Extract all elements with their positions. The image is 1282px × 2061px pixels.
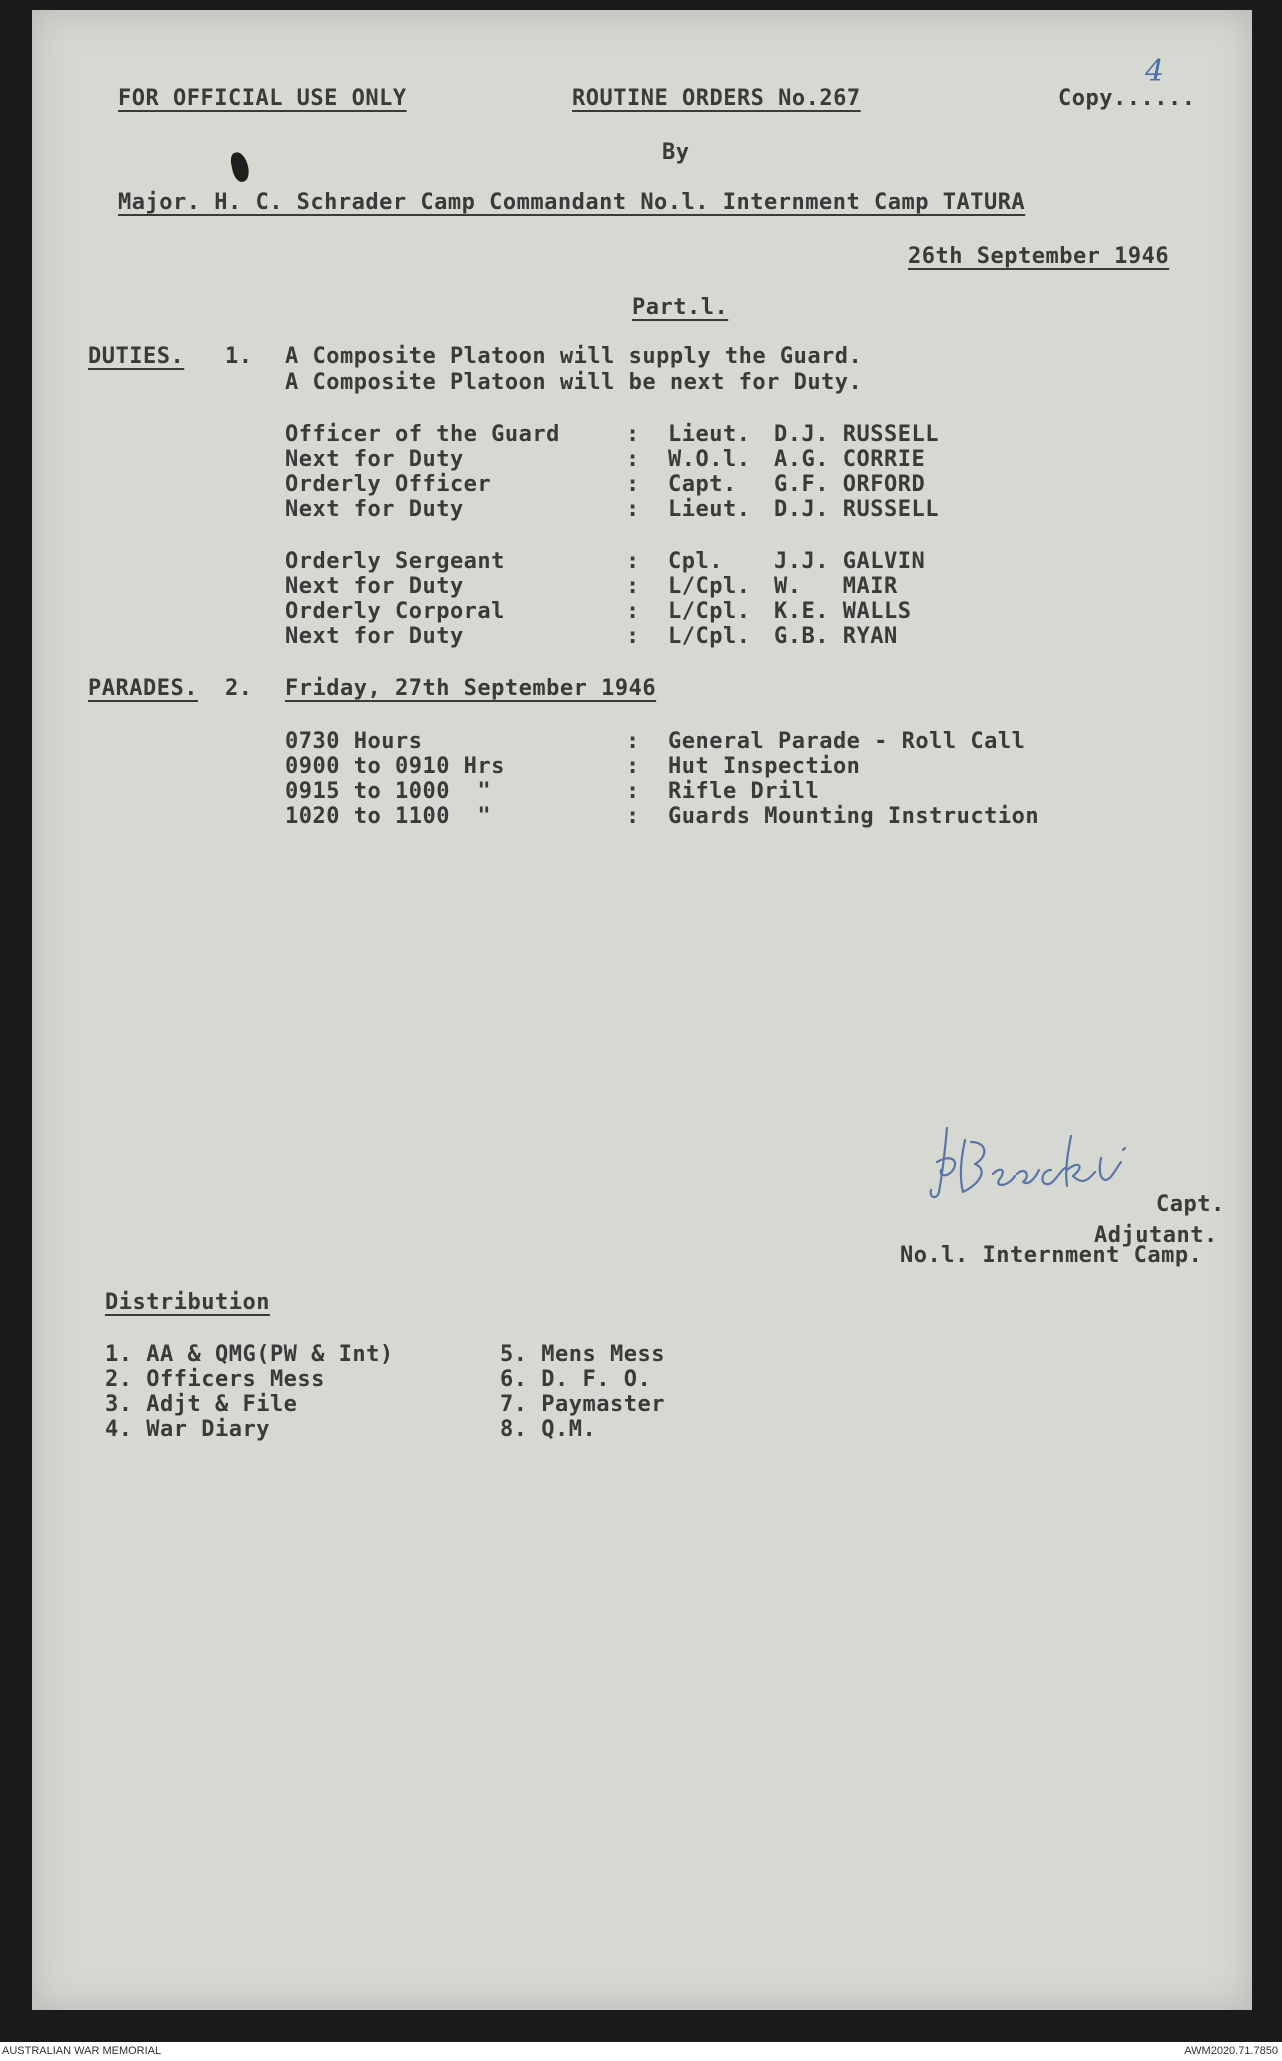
distribution-item: 2. Officers Mess — [105, 1367, 325, 1392]
duties-number: 1. — [225, 344, 253, 369]
copy-label: Copy...... — [1058, 86, 1196, 111]
duty-role: Next for Duty — [285, 447, 464, 472]
distribution-item: 5. Mens Mess — [500, 1342, 665, 1367]
handwritten-signature — [925, 1100, 1195, 1210]
duty-separator: : — [626, 497, 640, 522]
archive-name: AUSTRALIAN WAR MEMORIAL — [2, 2045, 162, 2057]
signatory-unit: No.l. Internment Camp. — [900, 1243, 1203, 1268]
parade-separator: : — [626, 804, 640, 829]
classification-label: FOR OFFICIAL USE ONLY — [118, 86, 407, 111]
duty-name: G.B. RYAN — [774, 624, 898, 649]
duty-name: D.J. RUSSELL — [774, 422, 939, 447]
archive-footer — [0, 2042, 1282, 2061]
parade-activity: General Parade - Roll Call — [668, 729, 1026, 754]
parade-time: 0900 to 0910 Hrs — [285, 754, 505, 779]
duty-name: W. MAIR — [774, 574, 898, 599]
order-date: 26th September 1946 — [908, 244, 1170, 269]
duty-rank: Cpl. — [668, 549, 723, 574]
part-heading: Part.l. — [632, 295, 729, 320]
signatory-title: Adjutant. — [1094, 1223, 1218, 1248]
signatory-rank: Capt. — [1156, 1192, 1225, 1217]
parade-separator: : — [626, 779, 640, 804]
issuer-line: Major. H. C. Schrader Camp Commandant No.l. Internment Camp TATURA — [118, 190, 1026, 215]
duty-separator: : — [626, 549, 640, 574]
duty-rank: Capt. — [668, 472, 737, 497]
distribution-item: 8. Q.M. — [500, 1417, 597, 1442]
duty-role: Next for Duty — [285, 497, 464, 522]
archive-reference: AWM2020.71.7850 — [1184, 2045, 1278, 2057]
duty-role: Next for Duty — [285, 574, 464, 599]
duty-name: K.E. WALLS — [774, 599, 912, 624]
duty-role: Orderly Officer — [285, 472, 492, 497]
duty-separator: : — [626, 574, 640, 599]
duty-role: Orderly Sergeant — [285, 549, 505, 574]
distribution-item: 6. D. F. O. — [500, 1367, 652, 1392]
duty-separator: : — [626, 624, 640, 649]
by-label: By — [662, 140, 690, 165]
duty-role: Orderly Corporal — [285, 599, 505, 624]
duty-rank: L/Cpl. — [668, 624, 751, 649]
document-title: ROUTINE ORDERS No.267 — [572, 86, 861, 111]
duty-rank: Lieut. — [668, 497, 751, 522]
copy-number: 4 — [1145, 54, 1165, 89]
parades-number: 2. — [225, 676, 253, 701]
distribution-item: 1. AA & QMG(PW & Int) — [105, 1342, 394, 1367]
distribution-item: 3. Adjt & File — [105, 1392, 298, 1417]
parades-date: Friday, 27th September 1946 — [285, 676, 657, 701]
parade-activity: Hut Inspection — [668, 754, 861, 779]
duties-line-1: A Composite Platoon will supply the Guard. — [285, 344, 863, 369]
parade-time: 0730 Hours — [285, 729, 423, 754]
parade-activity: Guards Mounting Instruction — [668, 804, 1040, 829]
duty-separator: : — [626, 422, 640, 447]
distribution-heading: Distribution — [105, 1290, 270, 1315]
duty-role: Officer of the Guard — [285, 422, 560, 447]
duty-name: G.F. ORFORD — [774, 472, 926, 497]
parade-separator: : — [626, 729, 640, 754]
duty-separator: : — [626, 447, 640, 472]
duty-rank: Lieut. — [668, 422, 751, 447]
duty-separator: : — [626, 599, 640, 624]
duty-name: J.J. GALVIN — [774, 549, 926, 574]
distribution-item: 7. Paymaster — [500, 1392, 665, 1417]
parades-heading: PARADES. — [88, 676, 198, 701]
duty-rank: L/Cpl. — [668, 599, 751, 624]
duty-role: Next for Duty — [285, 624, 464, 649]
duty-rank: W.O.l. — [668, 447, 751, 472]
parade-activity: Rifle Drill — [668, 779, 820, 804]
distribution-item: 4. War Diary — [105, 1417, 270, 1442]
parade-time: 1020 to 1100 " — [285, 804, 492, 829]
duties-line-2: A Composite Platoon will be next for Duty. — [285, 370, 863, 395]
parade-separator: : — [626, 754, 640, 779]
duties-heading: DUTIES. — [88, 344, 185, 369]
parade-time: 0915 to 1000 " — [285, 779, 492, 804]
duty-rank: L/Cpl. — [668, 574, 751, 599]
duty-name: A.G. CORRIE — [774, 447, 926, 472]
duty-name: D.J. RUSSELL — [774, 497, 939, 522]
duty-separator: : — [626, 472, 640, 497]
